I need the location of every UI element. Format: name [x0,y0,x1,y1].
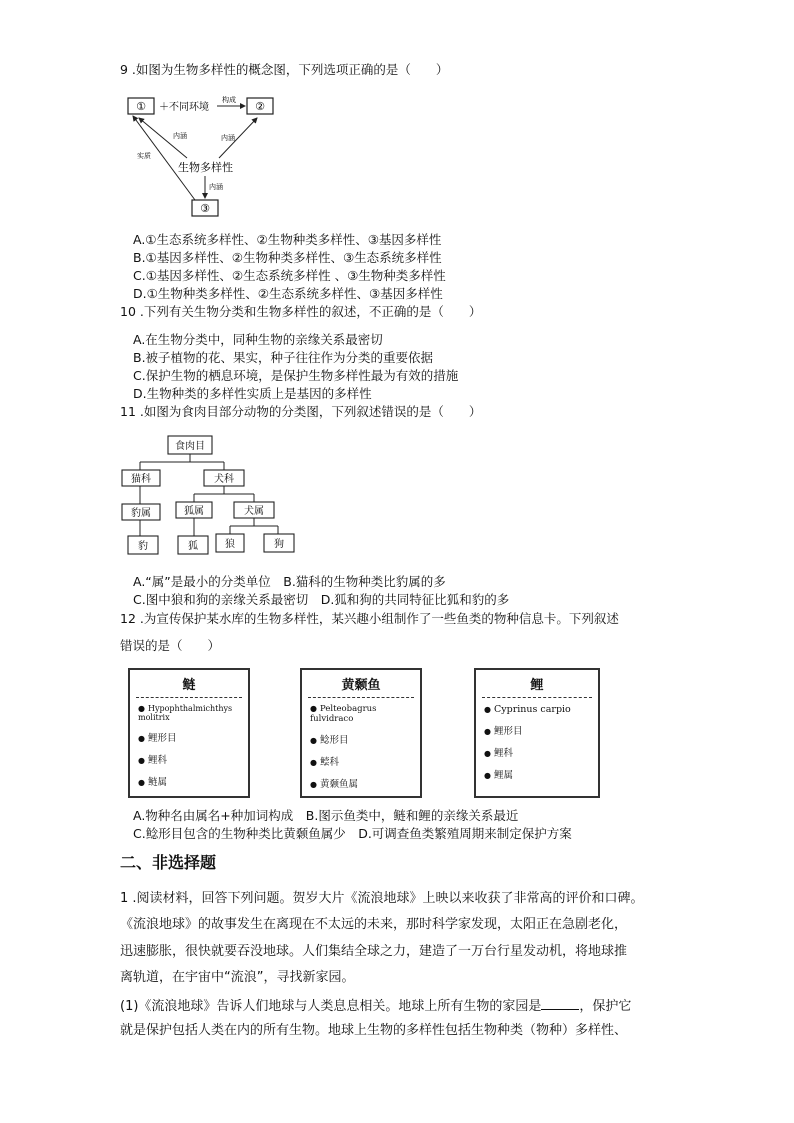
card-divider [308,697,414,698]
tree-label-sp-dog: 狗 [274,539,284,550]
diagram-goucheng-label: 构成 [222,96,236,104]
q12-options-line2: C.鲶形目包含的生物种类比黄颡鱼属少 D.可调查鱼类繁殖周期来制定保护方案 [133,826,572,841]
biodiversity-concept-diagram [125,94,285,218]
q11-stem: 11 .如图为食肉目部分动物的分类图，下列叙述错误的是（ ） [120,404,482,419]
q12-options-line1: A.物种名由属名+种加词构成 B.图示鱼类中，鲢和鲤的亲缘关系最近 [133,808,519,823]
q10-option-a: A.在生物分类中，同种生物的亲缘关系最密切 [133,332,383,347]
fish-card-order: ● 鲤形目 [138,730,248,744]
sub-question-1-tail: ，保护它 [579,999,632,1014]
q12-stem-line1: 12 .为宣传保护某水库的生物多样性，某兴趣小组制作了一些鱼类的物种信息卡。下列叙述 [120,611,619,626]
diagram-neihan-left: 内涵 [173,132,187,140]
diagram-box-1-label: ① [136,100,146,113]
q10-option-c: C.保护生物的栖息环境，是保护生物多样性最为有效的措施 [133,368,459,383]
diagram-box-3-label: ③ [200,202,210,215]
tree-label-family-dog: 犬科 [214,474,234,485]
fish-card-family: ● 鲿科 [310,754,420,768]
tree-label-genus-leopard: 豹属 [131,508,151,519]
fish-card-species: ● Hypophthalmichthys molitrix [138,704,248,722]
diagram-plus-env: ＋不同环境 [159,102,209,113]
section-heading: 二、非选择题 [120,853,217,872]
tree-label-sp-wolf: 狼 [225,539,235,550]
fish-card-genus: ● 鲢属 [138,774,248,788]
tree-label-sp-leopard: 豹 [138,541,148,552]
tree-label-genus-fox: 狐属 [184,506,204,517]
carnivora-classification-tree [120,432,300,560]
fish-card-genus: ● 黄颡鱼属 [310,776,420,790]
q10-stem: 10 .下列有关生物分类和生物多样性的叙述，不正确的是（ ） [120,304,482,319]
diagram-shizhi-label: 实质 [137,152,151,160]
card-divider [482,697,592,698]
tree-label-sp-fox: 狐 [188,541,198,552]
fish-card-order: ● 鲶形目 [310,732,420,746]
tree-label-order: 食肉目 [175,441,205,452]
card-divider [136,697,242,698]
q9-option-c: C.①基因多样性、②生态系统多样性 、③生物种类多样性 [133,268,446,283]
passage-line-1: 1 .阅读材料，回答下列问题。贺岁大片《流浪地球》上映以来收获了非常高的评价和口碑。 [120,891,644,906]
fish-card-silver-carp [128,668,250,798]
q12-stem-line2: 错误的是（ ） [120,638,221,653]
fish-card-family: ● 鲤科 [484,745,598,759]
diagram-box-2-label: ② [255,100,265,113]
fish-card-common-carp [474,668,600,798]
fish-card-title: 鲤 [530,678,544,693]
diagram-center-label: 生物多样性 [178,161,233,174]
q9-stem: 9 .如图为生物多样性的概念图，下列选项正确的是（ ） [120,62,449,77]
diagram-neihan-bottom: 内涵 [209,183,223,191]
fish-card-genus: ● 鲤属 [484,767,598,781]
fish-card-family: ● 鲤科 [138,752,248,766]
q10-option-b: B.被子植物的花、果实，种子往往作为分类的重要依据 [133,350,434,365]
tree-label-genus-dog: 犬属 [244,506,264,517]
fish-card-title: 鲢 [182,678,196,693]
answer-blank[interactable] [541,997,579,1010]
tree-label-family-cat: 猫科 [131,474,151,485]
sub-question-1-line2: 就是保护包括人类在内的所有生物。地球上生物的多样性包括生物种类（物种）多样性、 [120,1023,628,1038]
fish-card-yellow-catfish [300,668,422,798]
q9-option-a: A.①生态系统多样性、②生物种类多样性、③基因多样性 [133,232,442,247]
q9-option-b: B.①基因多样性、②生物种类多样性、③生态系统多样性 [133,250,442,265]
q10-option-d: D.生物种类的多样性实质上是基因的多样性 [133,386,372,401]
q9-option-d: D.①生物种类多样性、②生态系统多样性、③基因多样性 [133,286,443,301]
passage-line-2: 《流浪地球》的故事发生在离现在不太远的未来，那时科学家发现，太阳正在急剧老化， [120,917,628,932]
q11-options-line1: A.“属”是最小的分类单位 B.猫科的生物种类比豹属的多 [133,574,446,589]
passage-line-4: 离轨道，在宇宙中“流浪”，寻找新家园。 [120,970,355,985]
passage-line-3: 迅速膨胀，很快就要吞没地球。人们集结全球之力，建造了一万台行星发动机，将地球推 [120,944,628,959]
fish-card-order: ● 鲤形目 [484,723,598,737]
diagram-neihan-right: 内涵 [221,134,235,142]
sub-question-1-text: (1)《流浪地球》告诉人们地球与人类息息相关。地球上所有生物的家园是 [120,999,542,1014]
q11-options-line2: C.图中狼和狗的亲缘关系最密切 D.狐和狗的共同特征比狐和豹的多 [133,592,510,607]
sub-question-1 [120,997,631,1015]
fish-card-title: 黄颡鱼 [341,678,381,693]
fish-card-species: ● Pelteobagrus fulvidraco [310,704,420,724]
fish-card-species: ● Cyprinus carpio [484,704,598,715]
